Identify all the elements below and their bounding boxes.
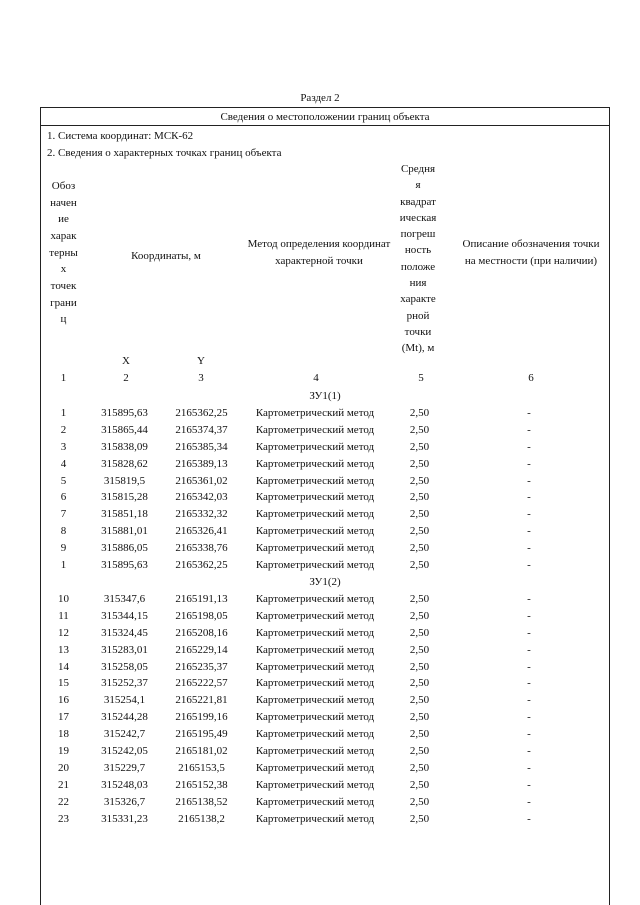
method-cell: Картометрический метод bbox=[255, 778, 375, 791]
y-coordinate: 2165222,57 bbox=[175, 677, 228, 690]
method-cell: Картометрический метод bbox=[255, 491, 375, 504]
x-coordinate: 315347,6 bbox=[103, 592, 146, 605]
method-cell: Картометрический метод bbox=[255, 474, 375, 487]
col-number: 1 bbox=[60, 372, 67, 384]
description-cell: - bbox=[527, 677, 531, 690]
boundary-table bbox=[40, 107, 610, 905]
error-cell: 2,50 bbox=[409, 812, 430, 825]
point-number: 1 bbox=[60, 406, 67, 419]
table-row bbox=[41, 794, 609, 811]
y-coordinate: 2165152,38 bbox=[175, 778, 228, 791]
method-cell: Картометрический метод bbox=[255, 440, 375, 453]
error-cell: 2,50 bbox=[409, 474, 430, 487]
description-cell: - bbox=[527, 812, 531, 825]
y-coordinate: 2165374,37 bbox=[175, 423, 228, 436]
point-number: 10 bbox=[58, 592, 69, 605]
x-coordinate: 315865,44 bbox=[101, 423, 148, 436]
y-coordinate: 2165338,76 bbox=[175, 542, 228, 555]
section-row bbox=[41, 574, 609, 591]
x-coordinate: 315252,37 bbox=[101, 677, 148, 690]
error-cell: 2,50 bbox=[409, 626, 430, 639]
col-number: 3 bbox=[198, 372, 204, 384]
x-coordinate: 315881,01 bbox=[101, 525, 148, 538]
method-cell: Картометрический метод bbox=[255, 525, 375, 538]
error-cell: 2,50 bbox=[409, 660, 430, 673]
x-coordinate: 315242,7 bbox=[103, 728, 146, 741]
x-coordinate: 315838,09 bbox=[101, 440, 148, 453]
description-cell: - bbox=[527, 778, 531, 791]
x-coordinate: 315815,28 bbox=[101, 491, 148, 504]
table-row bbox=[41, 642, 609, 659]
point-number: 16 bbox=[58, 694, 69, 707]
description-cell: - bbox=[527, 508, 531, 521]
x-coordinate: 315248,03 bbox=[101, 778, 148, 791]
error-cell: 2,50 bbox=[409, 711, 430, 724]
section-label: ЗУ1(1) bbox=[309, 390, 341, 402]
description-cell: - bbox=[527, 728, 531, 741]
table-row bbox=[41, 692, 609, 709]
table-row bbox=[41, 405, 609, 422]
description-cell: - bbox=[527, 592, 531, 605]
description-cell: - bbox=[527, 457, 531, 470]
error-cell: 2,50 bbox=[409, 778, 430, 791]
method-cell: Картометрический метод bbox=[255, 711, 375, 724]
error-cell: 2,50 bbox=[409, 440, 430, 453]
y-coordinate: 2165385,34 bbox=[175, 440, 228, 453]
y-coordinate: 2165221,81 bbox=[175, 694, 228, 707]
y-coordinate: 2165326,41 bbox=[175, 525, 228, 538]
y-coordinate: 2165235,37 bbox=[175, 660, 228, 673]
description-cell: - bbox=[527, 474, 531, 487]
y-coordinate: 2165342,03 bbox=[175, 491, 228, 504]
method-cell: Картометрический метод bbox=[255, 677, 375, 690]
y-coordinate: 2165138,52 bbox=[175, 795, 228, 808]
table-row bbox=[41, 625, 609, 642]
table-row bbox=[41, 489, 609, 506]
point-number: 4 bbox=[60, 457, 67, 470]
point-number: 6 bbox=[60, 491, 67, 504]
description-cell: - bbox=[527, 711, 531, 724]
error-cell: 2,50 bbox=[409, 508, 430, 521]
col-header-method: Метод определения координат характерной точки bbox=[247, 238, 391, 267]
method-cell: Картометрический метод bbox=[255, 508, 375, 521]
method-cell: Картометрический метод bbox=[255, 812, 375, 825]
table-row bbox=[41, 760, 609, 777]
point-number: 15 bbox=[58, 677, 69, 690]
table-row bbox=[41, 726, 609, 743]
x-coordinate: 315229,7 bbox=[103, 761, 146, 774]
point-number: 17 bbox=[58, 711, 69, 724]
table-row bbox=[41, 608, 609, 625]
method-cell: Картометрический метод bbox=[255, 423, 375, 436]
x-coordinate: 315851,18 bbox=[101, 508, 148, 521]
table-row bbox=[41, 422, 609, 439]
description-cell: - bbox=[527, 626, 531, 639]
description-cell: - bbox=[527, 609, 531, 622]
error-cell: 2,50 bbox=[409, 423, 430, 436]
x-coordinate: 315283,01 bbox=[101, 643, 148, 656]
y-coordinate: 2165199,16 bbox=[175, 711, 228, 724]
error-cell: 2,50 bbox=[409, 559, 430, 572]
description-cell: - bbox=[527, 795, 531, 808]
point-number: 3 bbox=[60, 440, 67, 453]
col-header-y: Y bbox=[197, 355, 205, 367]
section-label: ЗУ1(2) bbox=[309, 575, 341, 588]
error-cell: 2,50 bbox=[409, 609, 430, 622]
y-coordinate: 2165198,05 bbox=[175, 609, 228, 622]
description-cell: - bbox=[527, 745, 531, 758]
y-coordinate: 2165138,2 bbox=[178, 812, 225, 825]
method-cell: Картометрический метод bbox=[255, 626, 375, 639]
x-coordinate: 315344,15 bbox=[101, 609, 148, 622]
error-cell: 2,50 bbox=[409, 761, 430, 774]
x-coordinate: 315258,05 bbox=[101, 660, 148, 673]
method-cell: Картометрический метод bbox=[255, 592, 375, 605]
x-coordinate: 315895,63 bbox=[101, 559, 148, 572]
point-number: 1 bbox=[60, 559, 67, 572]
point-number: 7 bbox=[60, 508, 67, 521]
col-number: 4 bbox=[313, 372, 319, 384]
error-cell: 2,50 bbox=[409, 406, 430, 419]
col-header-error: Средня я квадрат ическая погреш ность положе ния характе рной точки (Mt), м bbox=[399, 163, 437, 355]
col-number: 5 bbox=[418, 372, 424, 384]
y-coordinate: 2165389,13 bbox=[175, 457, 228, 470]
method-cell: Картометрический метод bbox=[255, 643, 375, 656]
characteristic-points-line: 2. Сведения о характерных точках границ объекта bbox=[47, 147, 282, 159]
point-number: 11 bbox=[58, 609, 69, 622]
point-number: 8 bbox=[60, 525, 67, 538]
description-cell: - bbox=[527, 660, 531, 673]
table-row bbox=[41, 811, 609, 828]
method-cell: Картометрический метод bbox=[255, 457, 375, 470]
table-row bbox=[41, 777, 609, 794]
title-divider bbox=[41, 125, 609, 126]
point-number: 23 bbox=[58, 812, 69, 825]
error-cell: 2,50 bbox=[409, 694, 430, 707]
description-cell: - bbox=[527, 559, 531, 572]
point-number: 9 bbox=[60, 542, 67, 555]
method-cell: Картометрический метод bbox=[255, 406, 375, 419]
description-cell: - bbox=[527, 525, 531, 538]
y-coordinate: 2165332,32 bbox=[175, 508, 228, 521]
table-row bbox=[41, 540, 609, 557]
table-title: Сведения о местоположении границ объекта bbox=[220, 111, 430, 123]
table-row bbox=[41, 506, 609, 523]
x-coordinate: 315819,5 bbox=[103, 474, 146, 487]
method-cell: Картометрический метод bbox=[255, 660, 375, 673]
y-coordinate: 2165229,14 bbox=[175, 643, 228, 656]
col-number: 6 bbox=[528, 372, 534, 384]
y-coordinate: 2165153,5 bbox=[178, 761, 225, 774]
x-coordinate: 315324,45 bbox=[101, 626, 148, 639]
error-cell: 2,50 bbox=[409, 745, 430, 758]
x-coordinate: 315828,62 bbox=[101, 457, 148, 470]
coordinate-system-line: 1. Система координат: МСК-62 bbox=[47, 130, 194, 142]
error-cell: 2,50 bbox=[409, 491, 430, 504]
y-coordinate: 2165181,02 bbox=[175, 745, 228, 758]
section-title: Раздел 2 bbox=[300, 92, 340, 104]
y-coordinate: 2165361,02 bbox=[175, 474, 228, 487]
section-row bbox=[41, 388, 609, 405]
description-cell: - bbox=[527, 542, 531, 555]
description-cell: - bbox=[527, 423, 531, 436]
method-cell: Картометрический метод bbox=[255, 761, 375, 774]
point-number: 18 bbox=[58, 728, 69, 741]
table-row bbox=[41, 591, 609, 608]
x-coordinate: 315254,1 bbox=[103, 694, 146, 707]
col-header-x: X bbox=[122, 355, 130, 367]
error-cell: 2,50 bbox=[409, 728, 430, 741]
col-header-description: Описание обозначения точки на местности (при наличии) bbox=[462, 238, 600, 267]
description-cell: - bbox=[527, 694, 531, 707]
table-row bbox=[41, 456, 609, 473]
table-row bbox=[41, 659, 609, 676]
table-row bbox=[41, 523, 609, 540]
error-cell: 2,50 bbox=[409, 542, 430, 555]
method-cell: Картометрический метод bbox=[255, 609, 375, 622]
table-row bbox=[41, 709, 609, 726]
points-table bbox=[41, 388, 609, 828]
y-coordinate: 2165362,25 bbox=[175, 406, 228, 419]
point-number: 21 bbox=[58, 778, 69, 791]
x-coordinate: 315895,63 bbox=[101, 406, 148, 419]
y-coordinate: 2165195,49 bbox=[175, 728, 228, 741]
method-cell: Картометрический метод bbox=[255, 728, 375, 741]
x-coordinate: 315326,7 bbox=[103, 795, 146, 808]
point-number: 22 bbox=[58, 795, 69, 808]
description-cell: - bbox=[527, 406, 531, 419]
point-number: 12 bbox=[58, 626, 69, 639]
point-number: 19 bbox=[58, 745, 69, 758]
method-cell: Картометрический метод bbox=[255, 542, 375, 555]
point-number: 5 bbox=[60, 474, 67, 487]
error-cell: 2,50 bbox=[409, 457, 430, 470]
point-number: 14 bbox=[58, 660, 69, 673]
table-row bbox=[41, 557, 609, 574]
method-cell: Картометрический метод bbox=[255, 559, 375, 572]
table-row bbox=[41, 439, 609, 456]
method-cell: Картометрический метод bbox=[255, 795, 375, 808]
point-number: 20 bbox=[58, 761, 69, 774]
col-header-coordinates: Координаты, м bbox=[131, 249, 201, 262]
table-row bbox=[41, 675, 609, 692]
error-cell: 2,50 bbox=[409, 795, 430, 808]
description-cell: - bbox=[527, 761, 531, 774]
y-coordinate: 2165208,16 bbox=[175, 626, 228, 639]
description-cell: - bbox=[527, 643, 531, 656]
point-number: 13 bbox=[58, 643, 69, 656]
error-cell: 2,50 bbox=[409, 525, 430, 538]
col-number: 2 bbox=[123, 372, 129, 384]
error-cell: 2,50 bbox=[409, 643, 430, 656]
y-coordinate: 2165191,13 bbox=[175, 592, 228, 605]
error-cell: 2,50 bbox=[409, 677, 430, 690]
error-cell: 2,50 bbox=[409, 592, 430, 605]
x-coordinate: 315331,23 bbox=[101, 812, 148, 825]
description-cell: - bbox=[527, 440, 531, 453]
x-coordinate: 315886,05 bbox=[101, 542, 148, 555]
description-cell: - bbox=[527, 491, 531, 504]
x-coordinate: 315242,05 bbox=[101, 745, 148, 758]
table-row bbox=[41, 473, 609, 490]
x-coordinate: 315244,28 bbox=[101, 711, 148, 724]
table-row bbox=[41, 743, 609, 760]
y-coordinate: 2165362,25 bbox=[175, 559, 228, 572]
col-header-designation: Обоз начен ие харак терны х точек грани ц bbox=[49, 179, 78, 326]
point-number: 2 bbox=[60, 423, 67, 436]
method-cell: Картометрический метод bbox=[255, 694, 375, 707]
method-cell: Картометрический метод bbox=[255, 745, 375, 758]
